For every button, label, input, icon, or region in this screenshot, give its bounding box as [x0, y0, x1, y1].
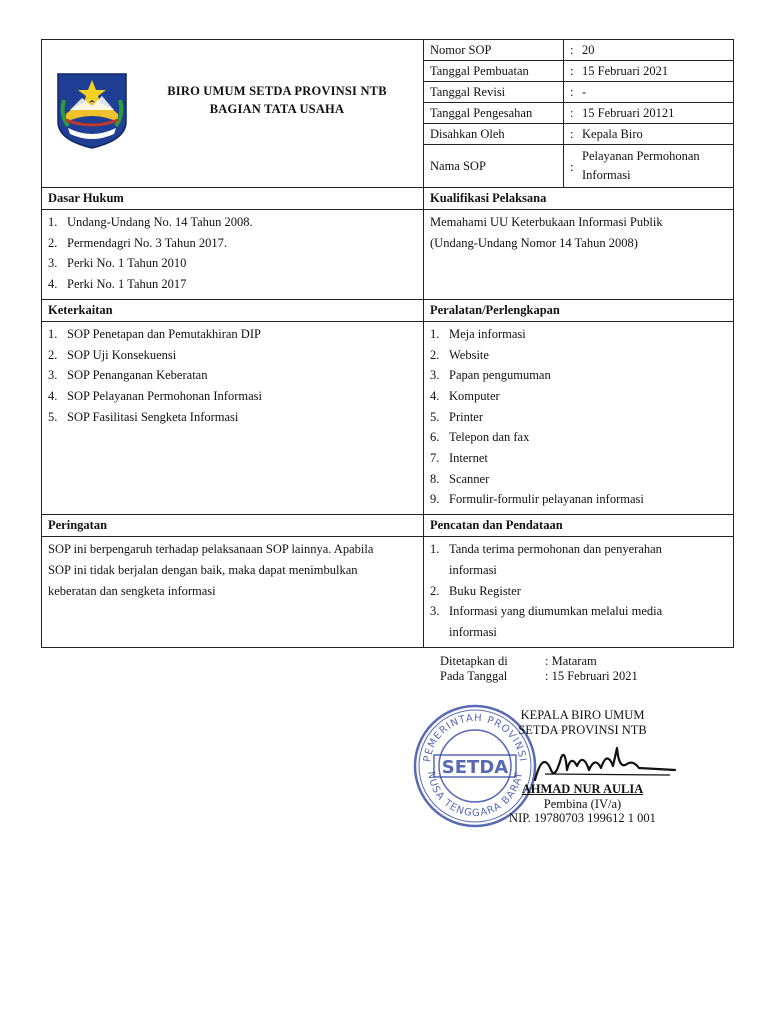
- svg-text:PEMERINTAH PROVINSI: PEMERINTAH PROVINSI: [422, 712, 528, 763]
- section-title: Keterkaitan: [42, 300, 423, 322]
- peralatan-list: [424, 322, 733, 514]
- list-item: 1. Undang-Undang No. 14 Tahun 2008.: [48, 212, 417, 233]
- officer-nip: NIP. 19780703 199612 1 001: [509, 811, 656, 825]
- ntb-logo-icon: [52, 70, 132, 150]
- list-item-text: Meja informasi: [449, 326, 526, 341]
- sop-document: [41, 39, 731, 648]
- ditetapkan-row: [440, 654, 740, 669]
- peringatan-line-3: keberatan dan sengketa informasi: [48, 583, 216, 598]
- section-title: Kualifikasi Pelaksana: [424, 188, 733, 210]
- list-item: 1. Meja informasi: [430, 324, 727, 345]
- organization-name: [142, 82, 412, 118]
- list-item-text: [449, 539, 662, 580]
- meta-value: : 20: [564, 40, 734, 61]
- list-item: 2. Website: [430, 345, 727, 366]
- list-item-text: Perki No. 1 Tahun 2010: [67, 256, 187, 271]
- meta-label: Tanggal Revisi: [424, 82, 564, 103]
- svg-text:NUSA TENGGARA BARAT: NUSA TENGGARA BARAT: [424, 770, 526, 820]
- position-line-2: SETDA PROVINSI NTB: [518, 722, 647, 737]
- list-item: 4. Komputer: [430, 386, 727, 407]
- handwritten-signature-icon: [505, 740, 680, 792]
- meta-row: [424, 124, 733, 145]
- list-item: 5. Printer: [430, 407, 727, 428]
- meta-row: [424, 40, 733, 61]
- nama-sop-value: [582, 145, 700, 185]
- header-meta-cell: [424, 40, 734, 188]
- list-item-text: Permendagri No. 3 Tahun 2017.: [67, 235, 227, 250]
- pencatan-cell: [424, 515, 734, 648]
- peringatan-text: [42, 537, 423, 607]
- peralatan-cell: [424, 299, 734, 514]
- list-item: 9. Formulir-formulir pelayanan informasi: [430, 489, 727, 510]
- meta-row: [424, 145, 733, 188]
- section-title: Peralatan/Perlengkapan: [424, 300, 733, 322]
- list-item-text: SOP Penanganan Keberatan: [67, 368, 208, 383]
- position-line-1: KEPALA BIRO UMUM: [520, 708, 645, 722]
- tanggal-value: : 15 Februari 2021: [545, 668, 638, 683]
- kualifikasi-line-1: Memahami UU Keterbukaan Informasi Publik: [430, 215, 663, 229]
- list-item: 3. Perki No. 1 Tahun 2010: [48, 253, 417, 274]
- nama-sop-line-2: Informasi: [582, 168, 631, 182]
- sop-meta-table: [424, 40, 733, 187]
- list-item-text: Perki No. 1 Tahun 2017: [67, 277, 187, 292]
- nomor-sop-value: 20: [582, 43, 595, 57]
- meta-value: : Kepala Biro: [564, 124, 734, 145]
- list-item-text: SOP Penetapan dan Pemutakhiran DIP: [67, 326, 261, 341]
- meta-row: [424, 82, 733, 103]
- pencatan-item-3-line-1: Informasi yang diumumkan melalui media: [449, 604, 663, 619]
- org-line-1: BIRO UMUM SETDA PROVINSI NTB: [167, 84, 387, 98]
- list-item-text: Komputer: [449, 388, 500, 403]
- list-item-text: Printer: [449, 409, 484, 424]
- meta-value: : Pelayanan Permohonan Informasi: [564, 145, 734, 188]
- list-item: 3. Informasi yang diumumkan melalui media informasi: [430, 601, 727, 642]
- tanggal-pengesahan-value: 15 Februari 20121: [582, 106, 675, 120]
- meta-label: Tanggal Pembuatan: [424, 61, 564, 82]
- list-item: 3. SOP Penanganan Keberatan: [48, 365, 417, 386]
- tanggal-revisi-value: -: [582, 85, 587, 99]
- keterkaitan-list: [42, 322, 423, 432]
- signature-meta: [440, 654, 740, 683]
- list-item: 5. SOP Fasilitasi Sengketa Informasi: [48, 407, 417, 428]
- pencatan-list: [424, 537, 733, 647]
- list-item: 3. Papan pengumuman: [430, 365, 727, 386]
- list-item-text: Internet: [449, 451, 488, 466]
- peringatan-cell: [42, 515, 424, 648]
- disahkan-oleh-value: Kepala Biro: [582, 127, 643, 141]
- meta-row: [424, 61, 733, 82]
- pencatan-item-1-line-2: informasi: [449, 562, 497, 577]
- list-item: 2. SOP Uji Konsekuensi: [48, 345, 417, 366]
- list-item-text: Undang-Undang No. 14 Tahun 2008.: [67, 215, 253, 229]
- tanggal-label: Pada Tanggal: [440, 668, 508, 683]
- kualifikasi-text: [424, 210, 733, 259]
- meta-label: Tanggal Pengesahan: [424, 103, 564, 124]
- dasar-hukum-list: [42, 210, 423, 299]
- list-item-text: Scanner: [449, 471, 490, 486]
- officer-rank: Pembina (IV/a): [543, 796, 622, 811]
- list-item: 6. Telepon dan fax: [430, 427, 727, 448]
- kualifikasi-cell: [424, 188, 734, 300]
- meta-value: : 15 Februari 20121: [564, 103, 734, 124]
- list-item-text: Buku Register: [449, 583, 521, 598]
- officer-name: AHMAD NUR AULIA: [521, 782, 644, 796]
- list-item: 4. SOP Pelayanan Permohonan Informasi: [48, 386, 417, 407]
- list-item-text: Website: [449, 347, 489, 362]
- list-item: 7. Internet: [430, 448, 727, 469]
- list-item-text: SOP Fasilitasi Sengketa Informasi: [67, 409, 239, 424]
- pencatan-item-3-line-2: informasi: [449, 624, 497, 639]
- list-item-text: SOP Uji Konsekuensi: [67, 347, 177, 362]
- tanggal-row: [440, 669, 740, 684]
- ditetapkan-value: : Mataram: [545, 654, 597, 668]
- tanggal-pembuatan-value: 15 Februari 2021: [582, 64, 669, 78]
- list-item: 4. Perki No. 1 Tahun 2017: [48, 274, 417, 295]
- list-item-text: [449, 601, 662, 642]
- section-title: Pencatan dan Pendataan: [424, 515, 733, 537]
- list-item: 1. SOP Penetapan dan Pemutakhiran DIP: [48, 324, 417, 345]
- svg-text:SETDA: SETDA: [441, 757, 509, 778]
- org-line-2: BAGIAN TATA USAHA: [209, 102, 345, 116]
- keterkaitan-cell: [42, 299, 424, 514]
- dasar-hukum-cell: [42, 188, 424, 300]
- list-item: 2. Permendagri No. 3 Tahun 2017.: [48, 233, 417, 254]
- list-item-text: SOP Pelayanan Permohonan Informasi: [67, 388, 262, 403]
- peringatan-line-1: SOP ini berpengaruh terhadap pelaksanaan SOP lainnya. Apabila: [48, 542, 374, 557]
- meta-value: : -: [564, 82, 734, 103]
- nama-sop-line-1: Pelayanan Permohonan: [582, 149, 700, 163]
- meta-label: Disahkan Oleh: [424, 124, 564, 145]
- section-title: Peringatan: [42, 515, 423, 537]
- meta-label: Nomor SOP: [424, 40, 564, 61]
- list-item-text: Papan pengumuman: [449, 368, 551, 383]
- kualifikasi-line-2: (Undang-Undang Nomor 14 Tahun 2008): [430, 235, 638, 250]
- meta-label: Nama SOP: [424, 145, 564, 188]
- meta-row: [424, 103, 733, 124]
- section-title: Dasar Hukum: [42, 188, 423, 210]
- list-item: 1. Tanda terima permohonan dan penyerahan informasi: [430, 539, 727, 580]
- list-item-text: Telepon dan fax: [449, 430, 530, 445]
- meta-value: : 15 Februari 2021: [564, 61, 734, 82]
- list-item: 2. Buku Register: [430, 581, 727, 602]
- ditetapkan-label: Ditetapkan di: [440, 654, 508, 668]
- sop-table: [41, 39, 734, 648]
- pencatan-item-1-line-1: Tanda terima permohonan dan penyerahan: [449, 542, 662, 557]
- peringatan-line-2: SOP ini tidak berjalan dengan baik, maka dapat menimbulkan: [48, 562, 358, 577]
- header-org-cell: [42, 40, 424, 188]
- list-item: 8. Scanner: [430, 469, 727, 490]
- list-item-text: Formulir-formulir pelayanan informasi: [449, 492, 644, 507]
